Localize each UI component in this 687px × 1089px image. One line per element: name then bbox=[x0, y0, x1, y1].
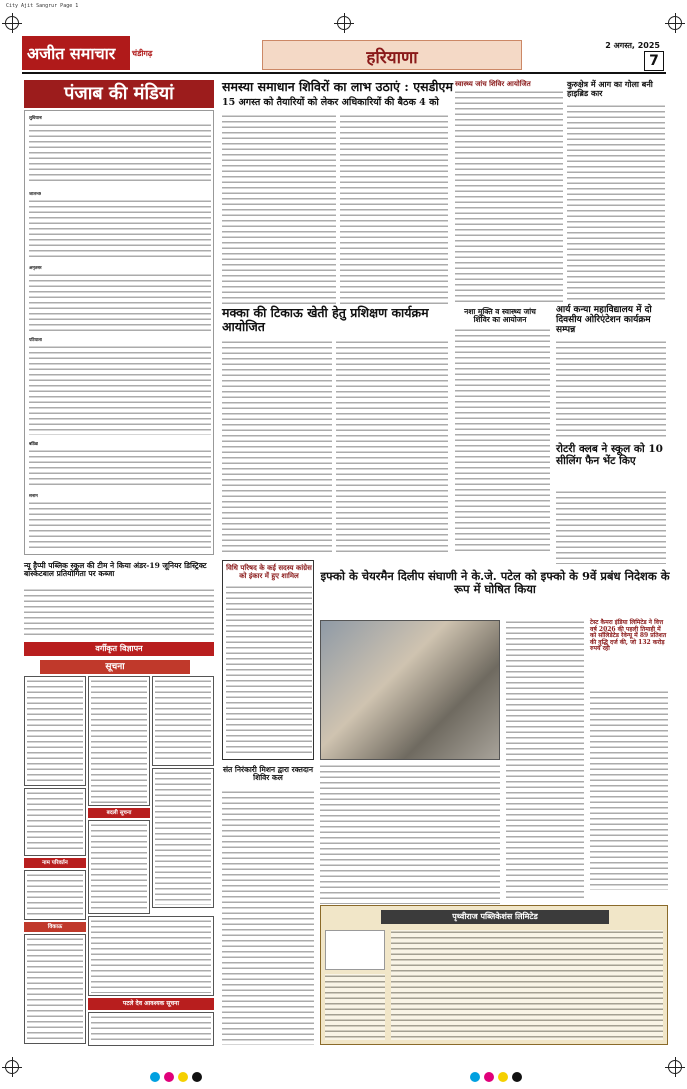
classified-ad bbox=[88, 1012, 214, 1046]
story-body bbox=[455, 328, 550, 554]
story-body bbox=[222, 340, 332, 554]
crop-mark-icon bbox=[668, 16, 682, 30]
story-body bbox=[567, 104, 665, 302]
registration-mark-icon bbox=[512, 1072, 522, 1082]
registration-mark-icon bbox=[150, 1072, 160, 1082]
story-body bbox=[222, 114, 336, 304]
public-notice-text bbox=[391, 930, 663, 1040]
classified-ad bbox=[24, 676, 86, 786]
story-headline: टेस्ट कैमरा इंडिया लिमिटेड ने वित्त वर्ष 2026 की पहली तिमाही में को सॉलिडेटेड रेवेन्यू में 89 प्रतिशत की वृद्धि दर्ज की, जो 132 करोड़ रुपये रही bbox=[590, 619, 667, 653]
story-body bbox=[506, 620, 584, 900]
classified-ad bbox=[24, 788, 86, 856]
print-header: City Ajit Sangrur Page 1 bbox=[6, 3, 79, 9]
edition-city: चंडीगढ़ bbox=[132, 49, 153, 58]
story-headline: न्यू हैप्पी पब्लिक स्कूल की टीम ने किया अंडर-19 जूनियर डिस्ट्रिक्ट बास्केटबाल प्रतियोगिता पर कब्जा bbox=[24, 561, 207, 579]
story-body bbox=[455, 90, 563, 302]
classified-ad bbox=[152, 768, 214, 908]
story-headline: नशा मुक्ति व स्वास्थ्य जांच शिविर का आयोजन bbox=[464, 307, 536, 325]
story-headline: आर्य कन्या महाविद्यालय में दो दिवसीय ओरिएंटेशन कार्यक्रम सम्पन्न bbox=[556, 305, 652, 335]
mandi-section-label: बठिंडा bbox=[29, 441, 39, 446]
registration-mark-icon bbox=[178, 1072, 188, 1082]
registration-mark-icon bbox=[164, 1072, 174, 1082]
story-headline: समस्या समाधान शिविरों का लाभ उठाएं : एसडीएम bbox=[222, 79, 453, 94]
story-body bbox=[226, 585, 312, 757]
story-body bbox=[336, 340, 448, 554]
story-subheadline: 15 अगस्त को तैयारियों को लेकर अधिकारियों की बैठक 4 को bbox=[222, 97, 439, 108]
story-headline: स्वास्थ्य जांच शिविर आयोजित bbox=[455, 79, 531, 88]
mandi-title: पंजाब की मंडियां bbox=[24, 80, 214, 108]
classified-ad bbox=[88, 676, 150, 806]
section-title: हरियाणा bbox=[262, 40, 522, 70]
mandi-section-label: लुधियाना bbox=[29, 115, 43, 120]
story-headline: कुरुक्षेत्र में आग का गोला बनी हाइब्रिड कार bbox=[567, 79, 653, 98]
crop-mark-icon bbox=[5, 1060, 19, 1074]
classified-ad bbox=[88, 820, 150, 914]
registration-mark-icon bbox=[192, 1072, 202, 1082]
page-number: 7 bbox=[644, 51, 664, 71]
classifieds-vikray-label: विकाऊ bbox=[24, 922, 86, 932]
advertiser-logo bbox=[325, 930, 385, 970]
story-box bbox=[222, 560, 314, 760]
story-body bbox=[24, 588, 214, 638]
story-headline: मक्का की टिकाऊ खेती हेतु प्रशिक्षण कार्यक्रम आयोजित bbox=[222, 305, 429, 334]
story-body bbox=[340, 114, 448, 304]
classified-ad bbox=[88, 916, 214, 996]
crop-mark-icon bbox=[337, 16, 351, 30]
crop-mark-icon bbox=[668, 1060, 682, 1074]
mandi-rates-text bbox=[29, 501, 211, 551]
classified-ad bbox=[24, 934, 86, 1044]
mandi-section-label: अमृतसर bbox=[29, 265, 42, 270]
mandi-section-label: पटियाला bbox=[29, 337, 43, 342]
story-headline: रोटरी क्लब ने स्कूल को 10 सीलिंग फैन भेंट किए bbox=[556, 443, 663, 467]
story-headline: संत निरंकारी मिशन द्वारा रक्तदान शिविर कल bbox=[222, 765, 314, 783]
classifieds-badalli-label: बदली सूचना bbox=[88, 808, 150, 818]
registration-mark-icon bbox=[498, 1072, 508, 1082]
mandi-rates-text bbox=[29, 345, 211, 435]
mandi-rates-text bbox=[29, 123, 211, 185]
classifieds-header: वर्गीकृत विज्ञापन bbox=[24, 642, 214, 656]
story-headline: इफ्को के चेयरमैन दिलीप संघाणी ने के.जे. पटेल को इफ्को के 9वें प्रबंध निदेशक के रूप में घोषित किया bbox=[320, 569, 670, 596]
mandi-rates-text bbox=[29, 199, 211, 259]
story-body bbox=[556, 490, 666, 564]
story-body bbox=[556, 340, 666, 440]
mandi-rates-text bbox=[29, 449, 211, 487]
news-photo bbox=[320, 620, 500, 760]
story-body bbox=[222, 790, 314, 1045]
public-notice-title: पृथ्वीराज पब्लिकेशंस लिमिटेड bbox=[381, 910, 609, 924]
story-headline: विधि परिषद के कई सदस्य कांग्रेस को इंकार में हुए शामिल bbox=[226, 563, 312, 580]
classified-ad bbox=[152, 676, 214, 766]
masthead bbox=[22, 36, 666, 74]
classifieds-naam-label: नाम परिवर्तन bbox=[24, 858, 86, 868]
issue-date: 2 अगस्त, 2025 bbox=[605, 41, 660, 50]
classified-ad bbox=[24, 870, 86, 920]
mandi-rates-box bbox=[24, 110, 214, 555]
mandi-rates-text bbox=[29, 273, 211, 331]
registration-mark-icon bbox=[470, 1072, 480, 1082]
classifieds-patna-label: पटले देव आवश्यक सूचना bbox=[88, 998, 214, 1010]
mandi-section-label: जालन्धर bbox=[29, 191, 42, 196]
newspaper-logo: अजीत समाचार bbox=[22, 36, 130, 70]
public-notice-ad bbox=[320, 905, 668, 1045]
story-body bbox=[590, 690, 668, 890]
public-notice-text bbox=[325, 974, 385, 1040]
classifieds-notice-label: सूचना bbox=[40, 660, 190, 674]
mandi-section-label: सनाम bbox=[29, 493, 38, 498]
crop-mark-icon bbox=[5, 16, 19, 30]
story-body bbox=[320, 764, 500, 904]
registration-mark-icon bbox=[484, 1072, 494, 1082]
